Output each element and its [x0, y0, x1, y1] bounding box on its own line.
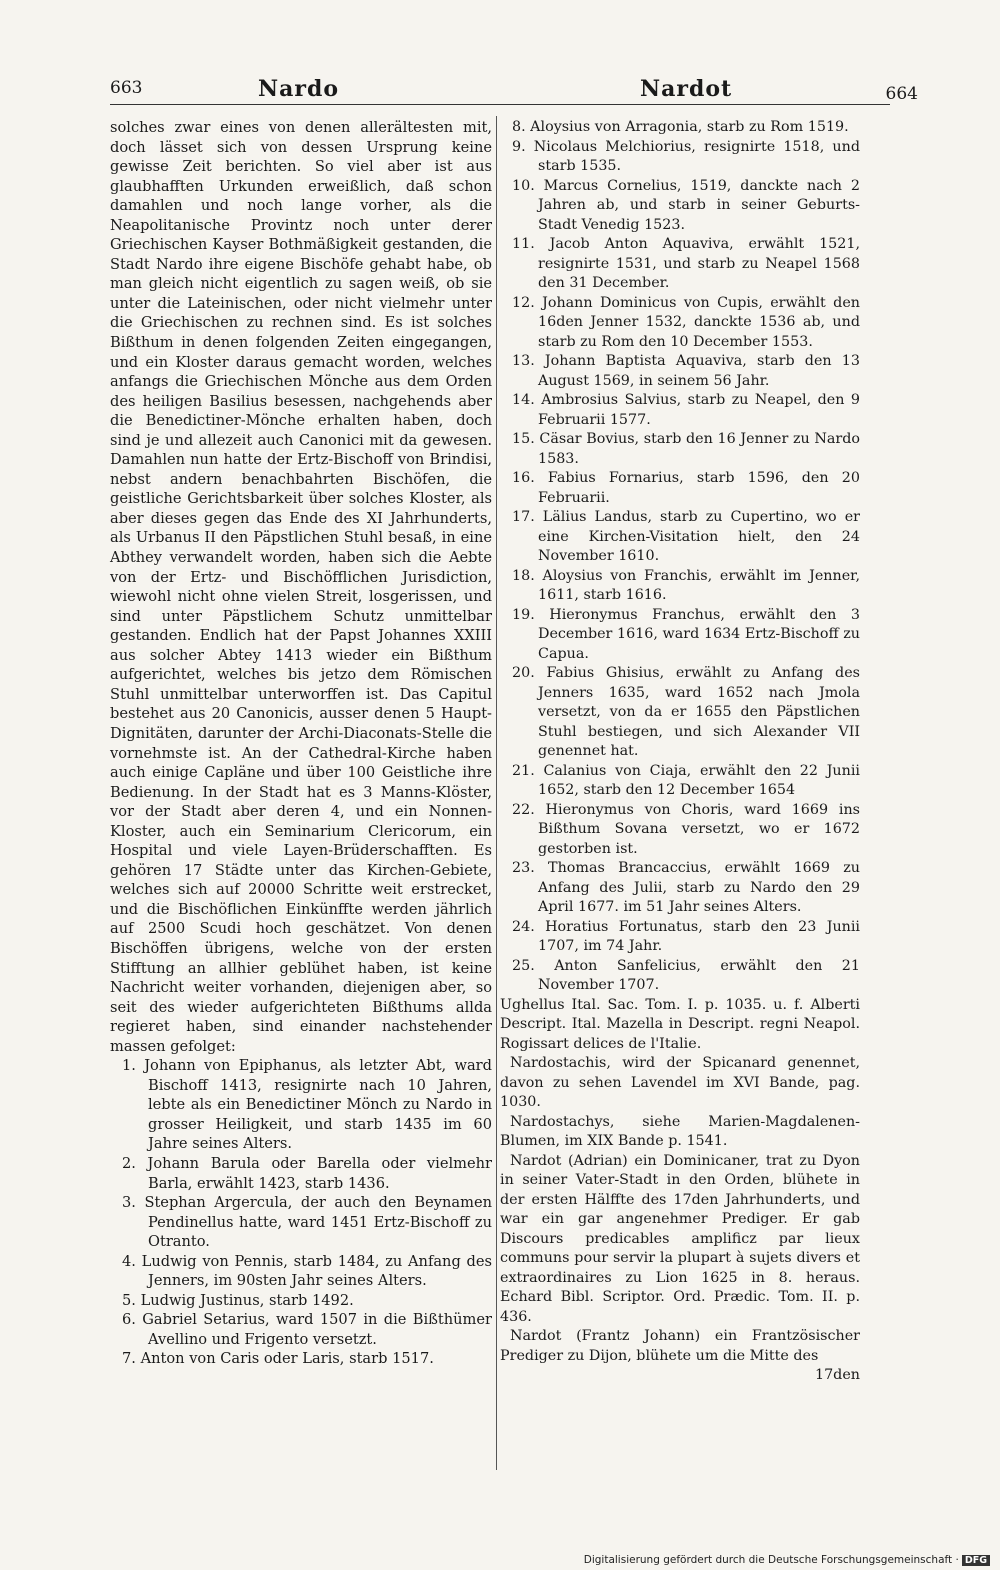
bishop-entry-15: 15. Cäsar Bovius, starb den 16 Jenner zu Nardo 1583.: [512, 431, 860, 467]
bishop-entry-11: 11. Jacob Anton Aquaviva, erwählt 1521, resignirte 1531, und starb zu Neapel 1568 den 31 December.: [512, 236, 860, 291]
bishop-entry-17: 17. Lälius Landus, starb zu Cupertino, wo er eine Kirchen-Visitation hielt, den 24 November 1610.: [512, 509, 860, 564]
bishop-entry-7: 7. Anton von Caris oder Laris, starb 1517.: [122, 1350, 434, 1368]
bishop-entry-10: 10. Marcus Cornelius, 1519, danckte nach 2 Jahren ab, und starb in seiner Geburts-Stadt Venedig 1523.: [512, 177, 860, 233]
headword-right: Nardot: [640, 76, 733, 102]
bishop-entry-6: 6. Gabriel Setarius, ward 1507 in die Bißthümer Avellino und Frigento versetzt.: [122, 1311, 492, 1348]
bishop-entry-9: 9. Nicolaus Melchiorius, resignirte 1518, und starb 1535.: [512, 138, 860, 174]
page-number-left: 663: [110, 78, 143, 98]
column-divider: [496, 116, 497, 1470]
bishop-entry-5: 5. Ludwig Justinus, starb 1492.: [122, 1291, 354, 1309]
left-column: [110, 118, 492, 1369]
entry-nardostachis: Nardostachis, wird der Spicanard genennet, davon zu sehen Lavendel im XVI Bande, pag. 1030.: [500, 1055, 860, 1110]
bishop-entry-19: 19. Hieronymus Franchus, erwählt den 3 December 1616, ward 1634 Ertz-Bischoff zu Capua.: [512, 606, 860, 662]
page-header: [110, 74, 918, 105]
footer-text: Digitalisierung gefördert durch die Deutsche Forschungsgemeinschaft ·: [583, 1554, 959, 1566]
headword-left: Nardo: [258, 76, 340, 102]
bishop-entry-13: 13. Johann Baptista Aquaviva, starb den 13 August 1569, in seinem 56 Jahr.: [512, 353, 860, 389]
bishop-entry-20: 20. Fabius Ghisius, erwählt zu Anfang des Jenners 1635, ward 1652 nach Jmola versetzt, von da er 1655 den Päpstlichen Stuhl bestiegen, und sich Alexander VII genennet hat.: [512, 665, 860, 759]
entry-nardot-franz: Nardot (Frantz Johann) ein Frantzösischer Prediger zu Dijon, blühete um die Mitte des: [500, 1328, 860, 1364]
bishop-entry-24: 24. Horatius Fortunatus, starb den 23 Junii 1707, im 74 Jahr.: [512, 918, 860, 954]
bishop-entry-4: 4. Ludwig von Pennis, starb 1484, zu Anfang des Jenners, im 90sten Jahr seines Alters.: [122, 1252, 492, 1290]
catchword: 17den: [814, 1367, 860, 1383]
bishop-entry-14: 14. Ambrosius Salvius, starb zu Neapel, den 9 Februarii 1577.: [512, 392, 860, 428]
reference-ughellus: Ughellus Ital. Sac. Tom. I. p. 1035. u. f. Alberti Descript. Ital. Mazella in Descript. regni Neapol. Rogissart delices de l'Italie.: [500, 996, 860, 1052]
digitization-footer: [584, 1554, 990, 1566]
bishop-entry-12: 12. Johann Dominicus von Cupis, erwählt den 16den Jenner 1532, danckte 1536 ab, und starb zu Rom den 10 December 1553.: [512, 294, 860, 350]
bishop-entry-8: 8. Aloysius von Arragonia, starb zu Rom 1519.: [512, 119, 849, 135]
bishop-entry-1: 1. Johann von Epiphanus, als letzter Abt, ward Bischoff 1413, resignirte nach 10 Jahren, lebte als ein Benedictiner Mönch zu Nardo in grosser Heiligkeit, und starb 1435 im 60 Jahre seines Alters.: [122, 1057, 492, 1153]
bishop-entry-23: 23. Thomas Brancaccius, erwählt 1669 zu Anfang des Julii, starb zu Nardo den 29 April 1677. im 51 Jahr seines Alters.: [512, 860, 860, 915]
bishop-entry-25: 25. Anton Sanfelicius, erwählt den 21 November 1707.: [512, 957, 860, 993]
bishop-entry-3: 3. Stephan Argercula, der auch den Beynamen Pendinellus hatte, ward 1451 Ertz-Bischoff zu Otranto.: [122, 1194, 492, 1251]
page-number-right: 664: [885, 84, 918, 104]
entry-nardostachys: Nardostachys, siehe Marien-Magdalenen-Blumen, im XIX Bande p. 1541.: [500, 1113, 860, 1149]
dfg-logo: DFG: [962, 1555, 990, 1566]
bishop-entry-22: 22. Hieronymus von Choris, ward 1669 ins Bißthum Sovana versetzt, wo er 1672 gestorben ist.: [512, 801, 860, 857]
bishop-entry-2: 2. Johann Barula oder Barella oder vielmehr Barla, erwählt 1423, starb 1436.: [122, 1154, 492, 1192]
right-column: [500, 118, 860, 1386]
left-paragraph-1: solches zwar eines von denen allerältesten mit, doch lässet sich von dessen Ursprung keine gewisse Zeit berichten. So viel aber ist aus glaubhafften Urkunden erweißlich, daß schon damahlen und noch lange vorher, als die Neapolitanische Provintz noch unter derer Griechischen Kayser Bothmäßigkeit gestanden, die Stadt Nardo ihre eigene Bischöfe gehabt habe, ob man gleich nicht eigentlich zu sagen weiß, ob sie unter die Lateinischen, oder nicht vielmehr unter die Griechischen zu rechnen sind. Es ist solches Bißthum in denen folgenden Zeiten eingegangen, und ein Kloster daraus gemacht worden, welches anfangs die Griechischen Mönche aus dem Orden des heiligen Basilius besessen, nachgehends aber die Benedictiner-Mönche erhalten haben, doch sind je und allezeit auch Canonici mit da gewesen. Damahlen nun hatte der Ertz-Bischoff von Brindisi, nebst andern benachbahrten Bischöfen, die geistliche Gerichtsbarkeit über solches Kloster, als aber dieses gegen das Ende des XI Jahrhunderts, als Urbanus II den Päpstlichen Stuhl besaß, in eine Abthey verwandelt worden, haben sich die Aebte von der Ertz- und Bischöfflichen Jurisdiction, wiewohl nicht ohne vielen Streit, losgerissen, und sind unter Päpstlichem Schutz unmittelbar gestanden. Endlich hat der Papst Johannes XXIII aus solcher Abtey 1413 wieder ein Bißthum aufgerichtet, welches bis jetzo dem Römischen Stuhl unmittelbar unterworffen ist. Das Capitul bestehet aus 20 Canonicis, ausser denen 5 Haupt-Dignitäten, darunter der Archi-Diaconats-Stelle die vornehmste ist. An der Cathedral-Kirche haben auch einige Capläne und über 100 Geistliche ihre Bedienung. In der Stadt hat es 3 Manns-Klöster, vor der Stadt aber deren 4, und ein Nonnen-Kloster, auch ein Seminarium Clericorum, ein Hospital und viele Layen-Brüderschafften. Es gehören 17 Städte unter das Kirchen-Gebiete, welches sich auf 20000 Schritte weit erstrecket, und die Bischöflichen Einkünffte werden jährlich auf 2500 Scudi hoch geschätzet. Von denen Bischöffen übrigens, welche von der ersten Stifftung an allhier geblühet haben, ist keine Nachricht weiter vorhanden, diejenigen aber, so seit des wieder aufgerichteten Bißthums allda regieret haben, sind einander nachstehender massen gefolget:: [110, 119, 492, 1055]
bishop-entry-21: 21. Calanius von Ciaja, erwählt den 22 Junii 1652, starb den 12 December 1654: [512, 762, 860, 798]
bishop-entry-16: 16. Fabius Fornarius, starb 1596, den 20 Februarii.: [512, 470, 860, 506]
entry-nardot-adrian: Nardot (Adrian) ein Dominicaner, trat zu Dyon in seiner Vater-Stadt in den Orden, blühete in der ersten Hälffte des 17den Jahrhunderts, und war ein gar angenehmer Prediger. Er gab Discours predicables amplificz par lieux communs pour servir la plupart à sujets divers et extraordinaires zu Lion 1625 in 8. heraus. Echard Bibl. Scriptor. Ord. Prædic. Tom. II. p. 436.: [500, 1152, 860, 1325]
bishop-entry-18: 18. Aloysius von Franchis, erwählt im Jenner, 1611, starb 1616.: [512, 567, 860, 603]
